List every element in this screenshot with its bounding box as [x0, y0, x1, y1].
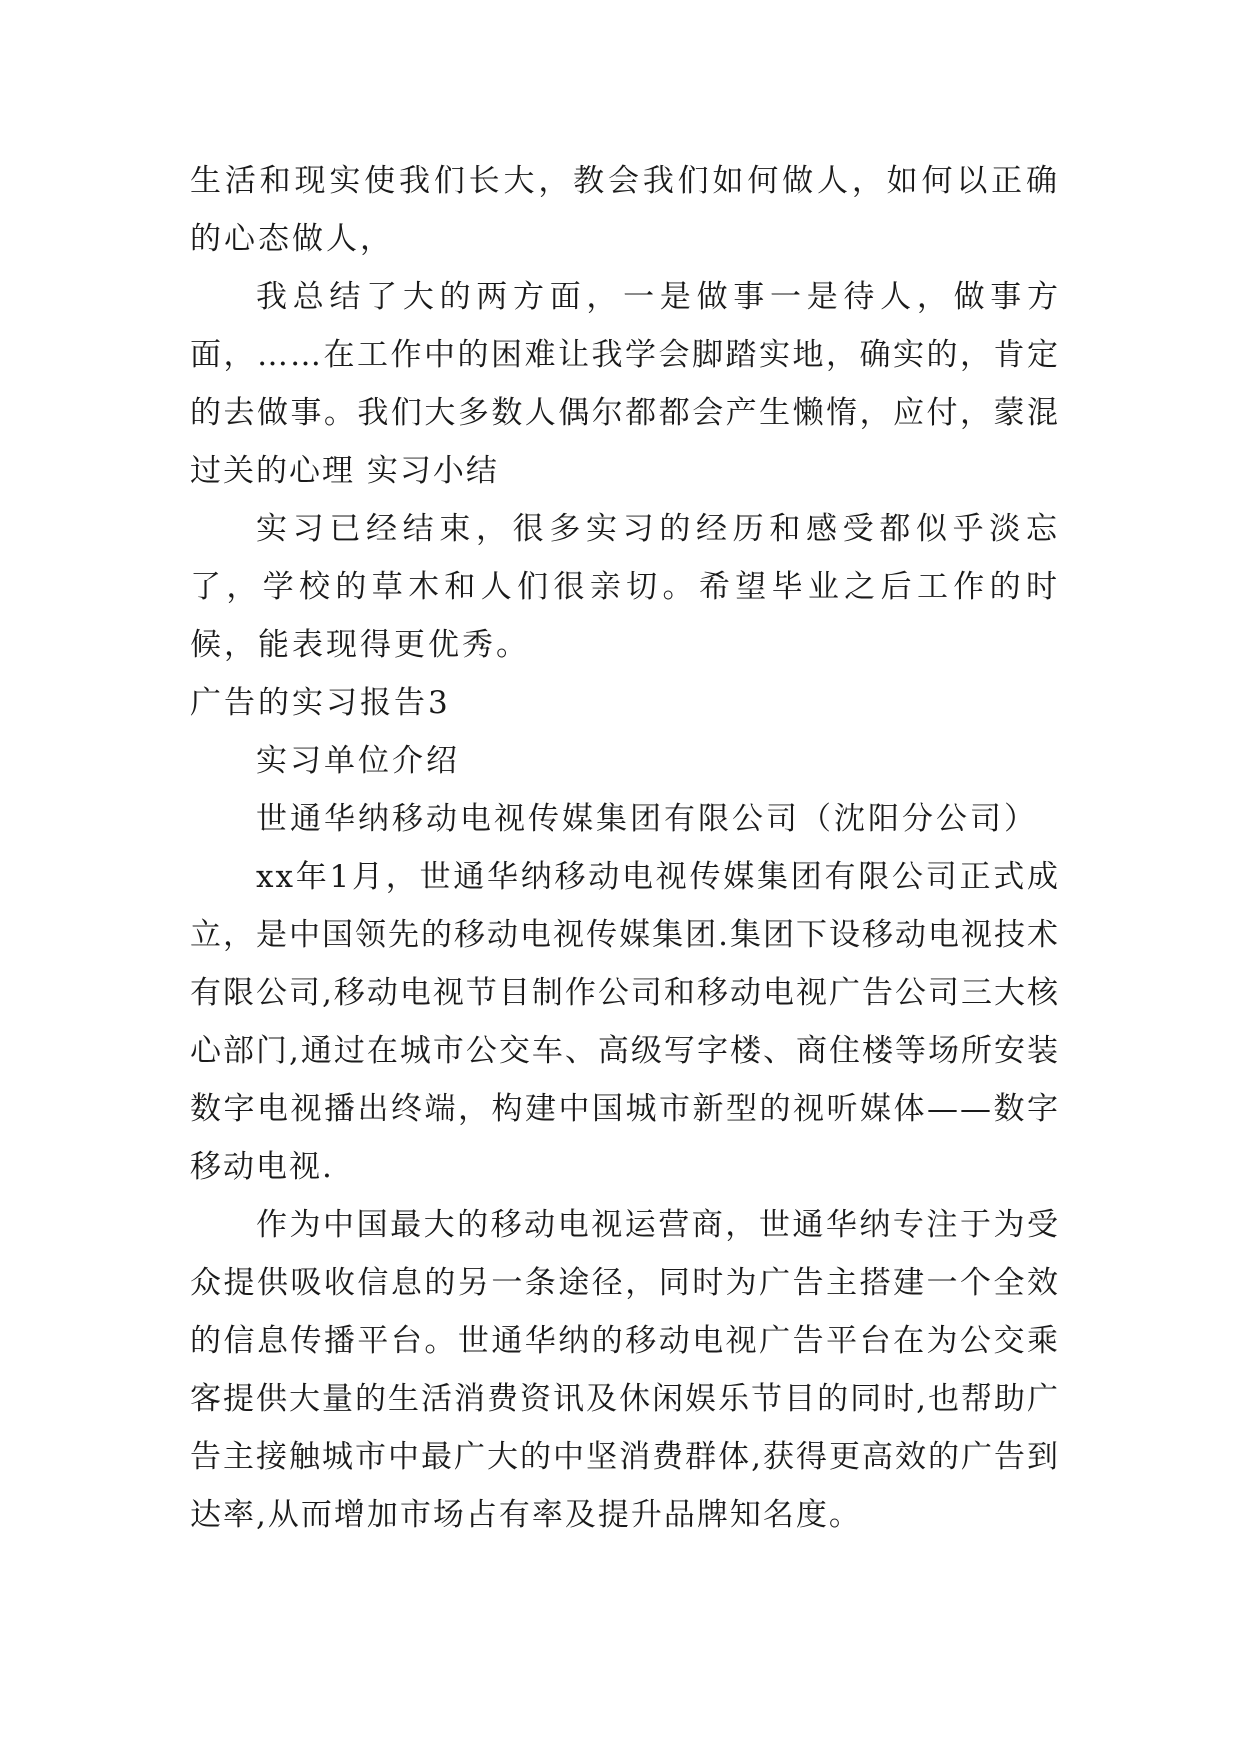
document-body [190, 152, 1060, 1544]
section-title-report-3: 广告的实习报告3 [190, 685, 451, 721]
subheading-company-intro: 实习单位介绍 [256, 743, 460, 779]
paragraph-summary-two-aspects: 我总结了大的两方面，一是做事一是待人，做事方面，……在工作中的困难让我学会脚踏实地，确实的，肯定的去做事。我们大多数人偶尔都都会产生懒惰，应付，蒙混过关的心理 实习小结 [190, 279, 1060, 489]
paragraph-company-founding: xx年1月，世通华纳移动电视传媒集团有限公司正式成立，是中国领先的移动电视传媒集团.集团下设移动电视技术有限公司,移动电视节目制作公司和移动电视广告公司三大核心部门,通过在城市公交车、高级写字楼、商住楼等场所安装数字电视播出终端，构建中国城市新型的视听媒体——数字移动电视. [190, 859, 1060, 1185]
paragraph-company-operator: 作为中国最大的移动电视运营商，世通华纳专注于为受众提供吸收信息的另一条途径，同时为广告主搭建一个全效的信息传播平台。世通华纳的移动电视广告平台在为公交乘客提供大量的生活消费资讯及休闲娱乐节目的同时,也帮助广告主接触城市中最广大的中坚消费群体,获得更高效的广告到达率,从而增加市场占有率及提升品牌知名度。 [190, 1207, 1060, 1533]
paragraph-growing-up: 生活和现实使我们长大，教会我们如何做人，如何以正确的心态做人， [190, 163, 1060, 257]
paragraph-internship-ended: 实习已经结束，很多实习的经历和感受都似乎淡忘了，学校的草木和人们很亲切。希望毕业之后工作的时候，能表现得更优秀。 [190, 511, 1060, 663]
company-name: 世通华纳移动电视传媒集团有限公司（沈阳分公司） [256, 801, 1038, 837]
